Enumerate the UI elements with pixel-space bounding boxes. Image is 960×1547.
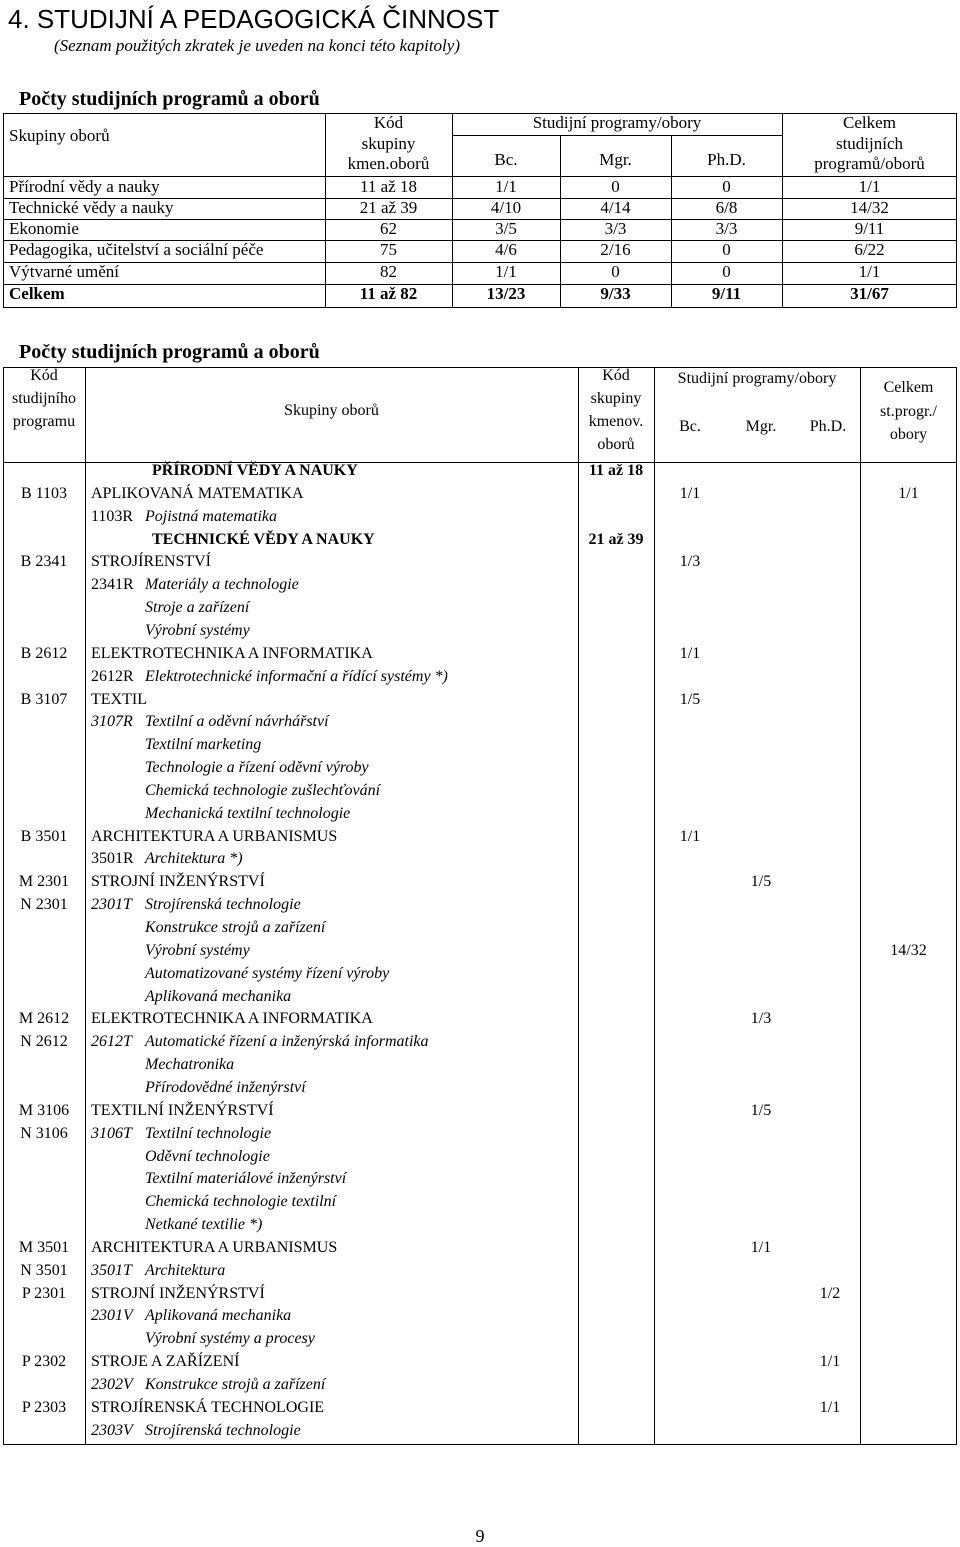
- t2-program-code: N 3106: [20, 1125, 68, 1142]
- t1-row-group: Přírodní vědy a nauky: [9, 177, 160, 196]
- t1-row-code: 75: [380, 240, 397, 259]
- t2-program-code: B 2612: [20, 645, 68, 662]
- t1-row-group: Pedagogika, učitelství a sociální péče: [9, 240, 264, 259]
- t2-header-grp-2: skupiny: [590, 390, 642, 407]
- page-title: 4. STUDIJNÍ A PEDAGOGICKÁ ČINNOST: [8, 4, 500, 34]
- t2-field-code: 3107R: [91, 713, 133, 730]
- t2-field-code: 2612T: [91, 1033, 132, 1050]
- t2-program-name: ELEKTROTECHNIKA A INFORMATIKA: [91, 645, 373, 662]
- t2-header-total-1: Celkem: [883, 379, 934, 396]
- t2-field-name: Mechatronika: [145, 1056, 235, 1073]
- t1-row-total: 9/11: [854, 219, 885, 238]
- t2-header-code-2: studijního: [11, 390, 76, 407]
- t2-field-code: 2303V: [91, 1422, 133, 1439]
- t1-row-code: 11 až 18: [360, 177, 417, 196]
- t2-header-total-2: st.progr./: [880, 403, 937, 420]
- t2-field-name: Materiály a technologie: [145, 576, 299, 593]
- t1-header-code-2: skupiny: [361, 134, 416, 153]
- t1-row-group: Ekonomie: [9, 219, 79, 238]
- t1-row-bc: 1/1: [495, 177, 517, 196]
- t2-field-code: 1103R: [91, 508, 134, 525]
- t2-program-name: STROJÍRENSKÁ TECHNOLOGIE: [91, 1399, 325, 1416]
- t1-header-total-1: Celkem: [843, 113, 896, 132]
- t2-header-code-1: Kód: [30, 367, 58, 384]
- t2-field-name: Strojírenská technologie: [145, 896, 301, 913]
- t2-field-name: Pojistná matematika: [145, 508, 277, 525]
- t1-header-code-1: Kód: [373, 113, 404, 132]
- t2-field-name: Textilní technologie: [145, 1125, 272, 1142]
- t2-program-name: TEXTIL: [91, 691, 147, 708]
- t2-field-name: Chemická technologie zušlechťování: [145, 782, 381, 799]
- t2-program-code: P 2303: [21, 1399, 67, 1416]
- t2-program-code: B 1103: [20, 485, 68, 502]
- t2-group-code: 21 až 39: [588, 531, 644, 548]
- table2-caption: Počty studijních programů a oborů: [19, 341, 320, 363]
- t1-header-phd: Ph.D.: [707, 150, 746, 169]
- t2-field-name: Automatizované systémy řízení výroby: [145, 965, 390, 982]
- t2-mgr-value: 1/5: [750, 1102, 772, 1119]
- t2-field-code: 2302V: [91, 1376, 133, 1393]
- t1-row-phd: 3/3: [715, 219, 738, 238]
- t2-program-code: B 2341: [20, 553, 68, 570]
- t2-field-code: 3501R: [91, 850, 134, 867]
- t1-row-phd: 6/8: [715, 198, 738, 217]
- t1-row-phd: 0: [722, 240, 731, 259]
- t2-field-name: Výrobní systémy: [145, 622, 250, 639]
- t2-field-name: Výrobní systémy: [145, 942, 250, 959]
- t2-program-code: P 2301: [21, 1285, 67, 1302]
- t1-header-mgr: Mgr.: [599, 150, 632, 169]
- t2-program-code: M 3106: [18, 1102, 70, 1119]
- t2-program-code: B 3501: [20, 828, 68, 845]
- t1-row-group: Výtvarné umění: [9, 262, 119, 281]
- t1-header-programs: Studijní programy/obory: [532, 113, 702, 132]
- t1-row-bc: 1/1: [495, 262, 517, 281]
- t2-field-name: Konstrukce strojů a zařízení: [145, 919, 326, 936]
- t2-field-name: Elektrotechnické informační a řídící systémy *): [145, 668, 448, 685]
- t2-field-name: Aplikovaná mechanika: [145, 988, 292, 1005]
- t1-header-code-3: kmen.oborů: [347, 154, 430, 173]
- t2-field-name: Architektura: [145, 1262, 226, 1279]
- t2-program-code: N 2612: [20, 1033, 68, 1050]
- t2-field-code: 2301T: [91, 896, 132, 913]
- t2-header-programs: Studijní programy/obory: [677, 370, 837, 387]
- t1-row-code: 62: [380, 219, 397, 238]
- table1-caption: Počty studijních programů a oborů: [19, 88, 320, 110]
- t2-field-name: Výrobní systémy a procesy: [145, 1330, 315, 1347]
- t1-total-total: 31/67: [850, 284, 889, 303]
- t2-mgr-value: 1/5: [750, 873, 772, 890]
- t2-header-grp-1: Kód: [602, 367, 630, 384]
- t2-program-code: P 2302: [21, 1353, 67, 1370]
- t1-row-group: Technické vědy a nauky: [9, 198, 174, 217]
- t1-row-mgr: 0: [611, 177, 620, 196]
- t2-program-code: M 2301: [18, 873, 70, 890]
- t1-row-mgr: 0: [611, 262, 620, 281]
- t2-bc-value: 1/5: [679, 691, 701, 708]
- t2-field-name: Oděvní technologie: [145, 1148, 270, 1165]
- t1-row-bc: 4/6: [495, 240, 517, 259]
- t2-field-code: 2612R: [91, 668, 134, 685]
- t2-program-code: N 2301: [20, 896, 68, 913]
- t2-header-code-3: programu: [12, 413, 76, 430]
- t2-field-name: Konstrukce strojů a zařízení: [145, 1376, 326, 1393]
- t2-bc-value: 1/1: [679, 828, 701, 845]
- t2-field-name: Textilní materiálové inženýrství: [145, 1170, 347, 1187]
- t2-field-name: Stroje a zařízení: [145, 599, 250, 616]
- t1-row-total: 1/1: [858, 177, 881, 196]
- t2-bc-value: 1/1: [679, 645, 701, 662]
- t2-field-name: Přírodovědné inženýrství: [145, 1079, 306, 1096]
- t1-row-phd: 0: [722, 177, 731, 196]
- t1-row-code: 21 až 39: [359, 198, 418, 217]
- t1-total-bc: 13/23: [486, 284, 526, 303]
- t2-header-bc: Bc.: [679, 418, 701, 435]
- t2-program-name: STROJE A ZAŘÍZENÍ: [91, 1353, 240, 1370]
- t2-field-name: Textilní marketing: [145, 736, 262, 753]
- t2-phd-value: 1/1: [819, 1399, 841, 1416]
- t1-row-total: 14/32: [850, 198, 889, 217]
- t2-total-value: 14/32: [890, 942, 927, 959]
- t2-field-name: Netkané textilie *): [145, 1216, 263, 1233]
- t2-header-phd: Ph.D.: [809, 418, 847, 435]
- t1-row-mgr: 4/14: [600, 198, 631, 217]
- t2-section-title: TECHNICKÉ VĚDY A NAUKY: [152, 531, 375, 548]
- t2-field-code: 3501T: [91, 1262, 132, 1279]
- t2-program-name: TEXTILNÍ INŽENÝRSTVÍ: [91, 1102, 274, 1119]
- t2-header-grp-4: oborů: [597, 436, 635, 453]
- t2-program-name: ELEKTROTECHNIKA A INFORMATIKA: [91, 1010, 373, 1027]
- t2-field-name: Mechanická textilní technologie: [145, 805, 351, 822]
- t2-header-group: Skupiny oborů: [284, 402, 379, 419]
- t2-header-mgr: Mgr.: [745, 418, 777, 435]
- t2-section-title: PŘÍRODNÍ VĚDY A NAUKY: [152, 462, 358, 479]
- t2-program-code: M 3501: [18, 1239, 70, 1256]
- t2-program-name: STROJÍRENSTVÍ: [91, 553, 212, 570]
- t1-header-group: Skupiny oborů: [9, 126, 110, 145]
- t2-bc-value: 1/3: [679, 553, 701, 570]
- t1-row-bc: 4/10: [490, 198, 522, 217]
- page-number: 9: [475, 1526, 485, 1546]
- t2-program-name: ARCHITEKTURA A URBANISMUS: [91, 1239, 338, 1256]
- t2-field-name: Textilní a oděvní návrhářství: [145, 713, 329, 730]
- t2-field-name: Technologie a řízení oděvní výroby: [145, 759, 369, 776]
- t2-program-name: ARCHITEKTURA A URBANISMUS: [91, 828, 338, 845]
- t2-program-name: APLIKOVANÁ MATEMATIKA: [91, 485, 304, 502]
- t2-mgr-value: 1/3: [750, 1010, 772, 1027]
- t2-program-code: B 3107: [20, 691, 68, 708]
- t1-row-code: 82: [380, 262, 397, 281]
- t2-phd-value: 1/2: [819, 1285, 841, 1302]
- t2-group-code: 11 až 18: [588, 462, 644, 479]
- t1-total-phd: 9/11: [711, 284, 742, 303]
- t2-field-name: Chemická technologie textilní: [145, 1193, 337, 1210]
- t1-header-bc: Bc.: [494, 150, 518, 169]
- t2-field-code: 3106T: [91, 1125, 132, 1142]
- t2-header-total-3: obory: [889, 426, 928, 443]
- t2-total-value: 1/1: [898, 485, 919, 502]
- t1-total-group: Celkem: [9, 284, 65, 303]
- t2-field-code: 2301V: [91, 1307, 133, 1324]
- t2-mgr-value: 1/1: [750, 1239, 772, 1256]
- t2-phd-value: 1/1: [819, 1353, 841, 1370]
- t1-row-mgr: 2/16: [600, 240, 631, 259]
- t1-header-total-2: studijních: [835, 134, 904, 153]
- t2-header-grp-3: kmenov.: [588, 413, 644, 430]
- t2-program-name: STROJNÍ INŽENÝRSTVÍ: [91, 873, 265, 890]
- t2-field-name: Aplikovaná mechanika: [145, 1307, 292, 1324]
- t1-row-mgr: 3/3: [604, 219, 627, 238]
- t1-header-total-3: programů/oborů: [814, 154, 925, 173]
- t2-field-name: Architektura *): [145, 850, 243, 867]
- t2-field-name: Automatické řízení a inženýrská informatika: [145, 1033, 429, 1050]
- t1-total-code: 11 až 82: [359, 284, 418, 303]
- t1-row-total: 1/1: [858, 262, 881, 281]
- t2-bc-value: 1/1: [679, 485, 701, 502]
- t2-field-name: Strojírenská technologie: [145, 1422, 301, 1439]
- t2-program-code: M 2612: [18, 1010, 70, 1027]
- t1-row-bc: 3/5: [495, 219, 517, 238]
- t2-program-name: STROJNÍ INŽENÝRSTVÍ: [91, 1285, 265, 1302]
- t2-program-code: N 3501: [20, 1262, 68, 1279]
- t1-row-total: 6/22: [854, 240, 885, 259]
- t1-row-phd: 0: [722, 262, 731, 281]
- page-subtitle: (Seznam použitých zkratek je uveden na konci této kapitoly): [54, 36, 460, 55]
- t1-total-mgr: 9/33: [600, 284, 631, 303]
- t2-field-code: 2341R: [91, 576, 134, 593]
